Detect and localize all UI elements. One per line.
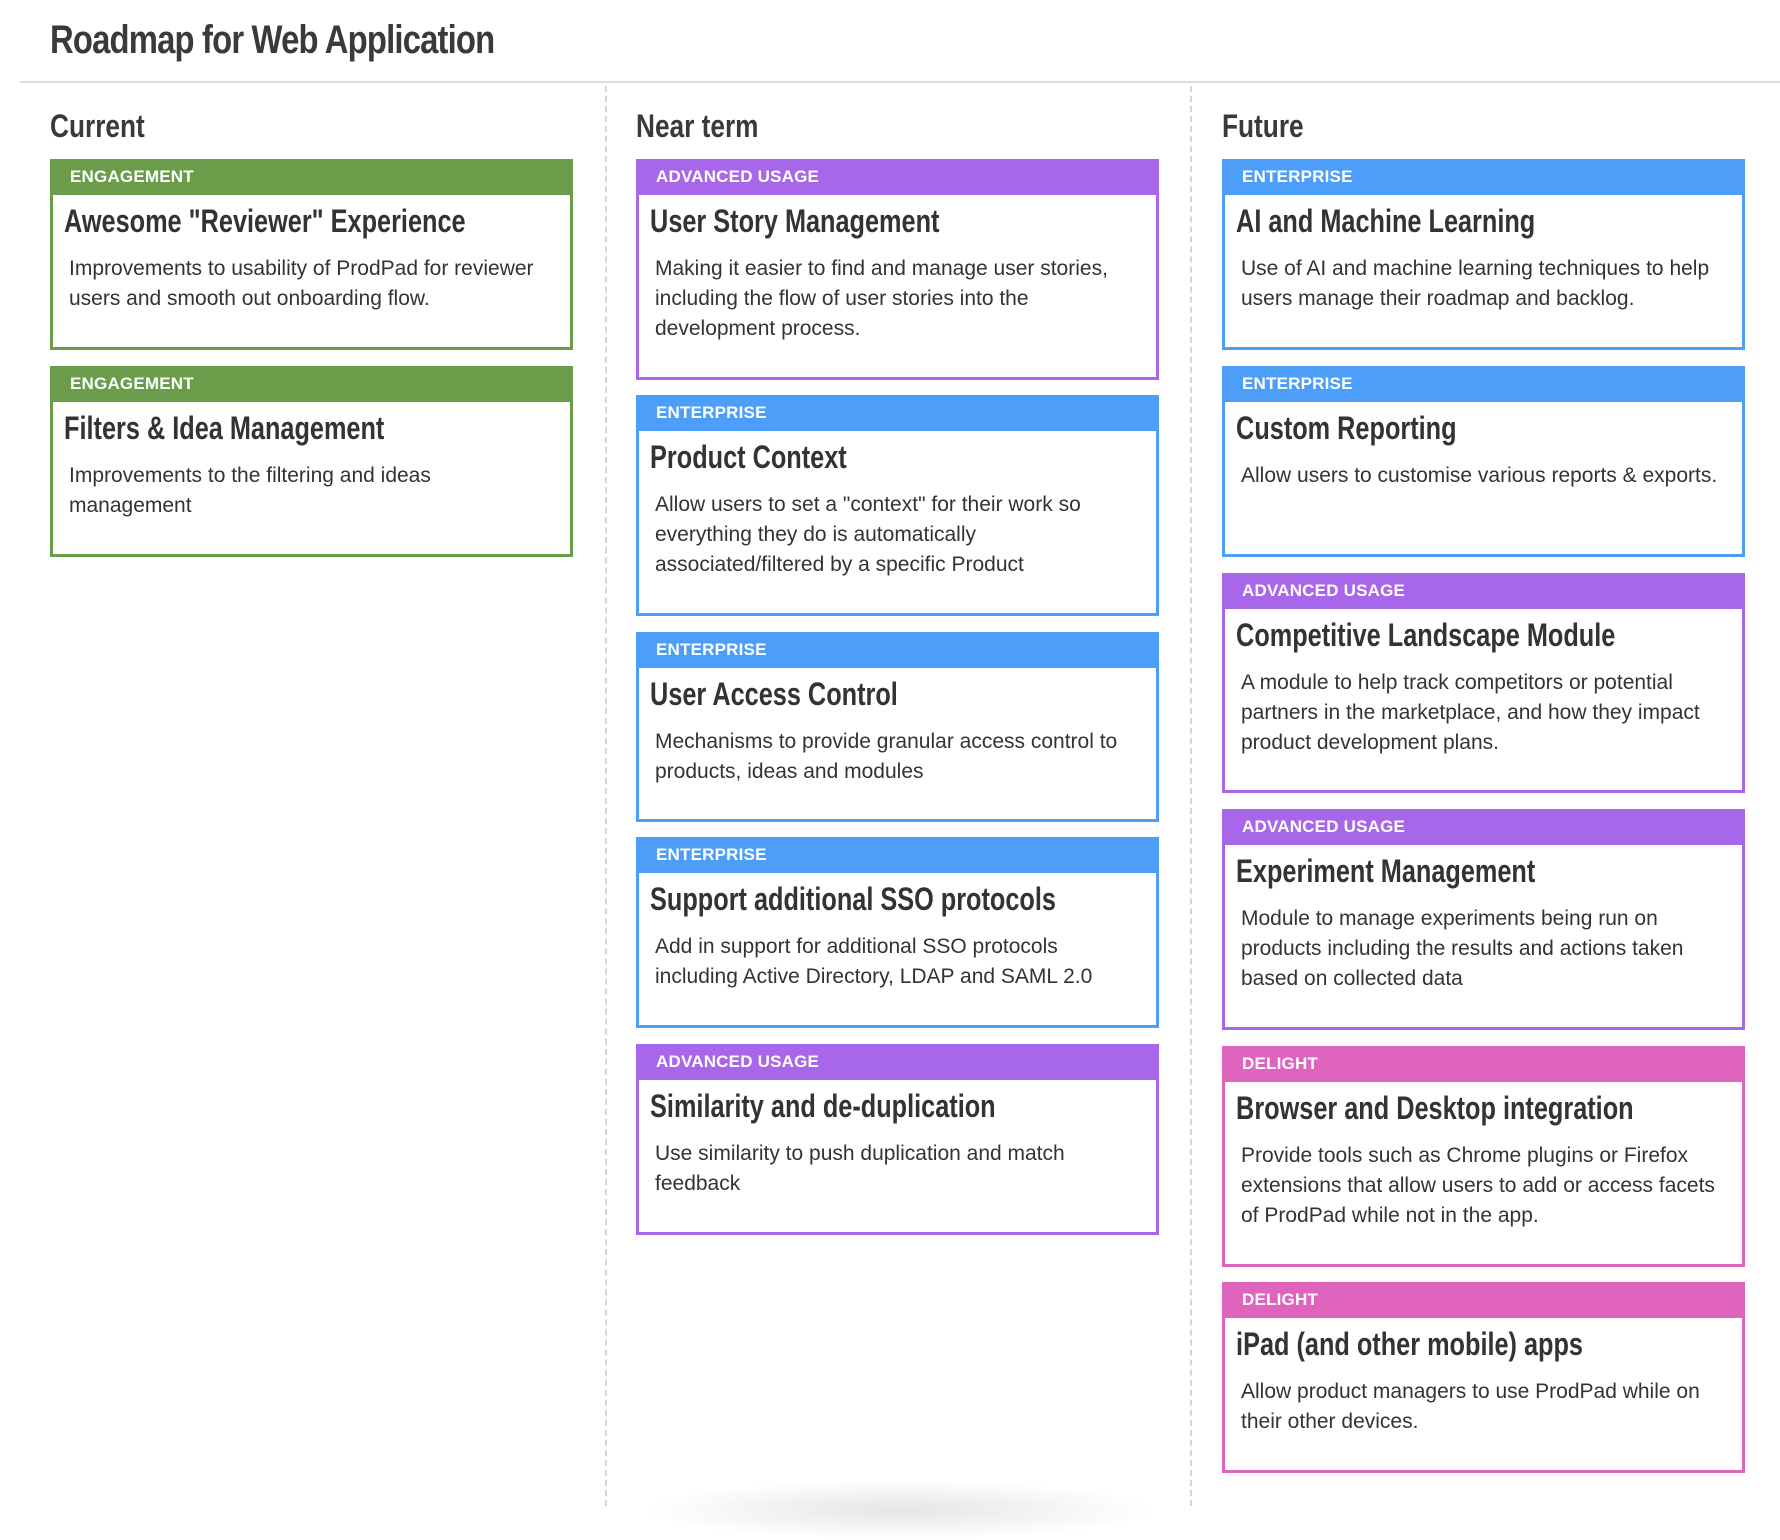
card-description: Making it easier to find and manage user stories, including the flow of user stories into the development process. (655, 257, 1108, 340)
card-title: User Access Control (650, 676, 898, 712)
roadmap-card[interactable] (636, 395, 1159, 616)
page-header (20, 0, 1780, 83)
roadmap-card[interactable] (50, 159, 573, 350)
card-title: Product Context (650, 439, 847, 475)
card-description: Module to manage experiments being run on products including the results and actions taken based on collected data (1241, 907, 1684, 990)
page-title: Roadmap for Web Application (50, 18, 495, 62)
column-divider (605, 86, 607, 1506)
column-divider (1190, 86, 1192, 1506)
card-tag: ADVANCED USAGE (1225, 809, 1742, 845)
column-title: Future (1222, 108, 1304, 144)
card-description: Allow users to customise various reports & exports. (1241, 464, 1718, 487)
roadmap-card[interactable] (636, 1044, 1159, 1235)
roadmap-card[interactable] (636, 632, 1159, 822)
card-tag: ADVANCED USAGE (639, 159, 1156, 195)
card-tag: ENGAGEMENT (53, 159, 570, 195)
card-tag: ENTERPRISE (639, 837, 1156, 873)
roadmap-card[interactable] (636, 159, 1159, 380)
card-description: Provide tools such as Chrome plugins or Firefox extensions that allow users to add or access facets of ProdPad while not in the app. (1241, 1144, 1715, 1227)
card-title: Experiment Management (1236, 853, 1536, 889)
card-tag: ENGAGEMENT (53, 366, 570, 402)
card-tag: ADVANCED USAGE (639, 1044, 1156, 1080)
card-tag: ADVANCED USAGE (1225, 573, 1742, 609)
card-tag: ENTERPRISE (639, 395, 1156, 431)
card-tag: ENTERPRISE (1225, 159, 1742, 195)
card-description: A module to help track competitors or potential partners in the marketplace, and how they impact product development plans. (1241, 671, 1700, 754)
card-description: Add in support for additional SSO protocols including Active Directory, LDAP and SAML 2.0 (655, 935, 1093, 988)
roadmap-card[interactable] (636, 837, 1159, 1028)
card-description: Use similarity to push duplication and match feedback (655, 1142, 1065, 1195)
card-title: User Story Management (650, 203, 940, 239)
card-title: Filters & Idea Management (64, 410, 385, 446)
card-title: Support additional SSO protocols (650, 881, 1056, 917)
roadmap-card[interactable] (50, 366, 573, 557)
roadmap-card[interactable] (1222, 1282, 1745, 1473)
roadmap-card[interactable] (1222, 1046, 1745, 1267)
card-description: Use of AI and machine learning techniques to help users manage their roadmap and backlog. (1241, 257, 1710, 310)
card-description: Improvements to the filtering and ideas management (69, 464, 431, 517)
roadmap-card[interactable] (1222, 366, 1745, 557)
bottom-shadow (640, 1480, 1160, 1540)
card-title: Competitive Landscape Module (1236, 617, 1616, 653)
card-tag: DELIGHT (1225, 1282, 1742, 1318)
card-tag: DELIGHT (1225, 1046, 1742, 1082)
card-title: iPad (and other mobile) apps (1236, 1326, 1583, 1362)
card-description: Improvements to usability of ProdPad for reviewer users and smooth out onboarding flow. (69, 257, 534, 310)
card-description: Allow product managers to use ProdPad while on their other devices. (1241, 1380, 1700, 1433)
column-title: Near term (636, 108, 759, 144)
card-tag: ENTERPRISE (1225, 366, 1742, 402)
card-title: Similarity and de-duplication (650, 1088, 996, 1124)
card-title: Awesome "Reviewer" Experience (64, 203, 466, 239)
roadmap-card[interactable] (1222, 159, 1745, 350)
roadmap-card[interactable] (1222, 573, 1745, 793)
card-title: AI and Machine Learning (1236, 203, 1536, 239)
card-description: Allow users to set a "context" for their work so everything they do is automatically associated/filtered by a specific Product (655, 493, 1081, 576)
card-description: Mechanisms to provide granular access control to products, ideas and modules (655, 730, 1118, 783)
card-title: Custom Reporting (1236, 410, 1457, 446)
card-title: Browser and Desktop integration (1236, 1090, 1634, 1126)
roadmap-card[interactable] (1222, 809, 1745, 1030)
column-title: Current (50, 108, 145, 144)
card-tag: ENTERPRISE (639, 632, 1156, 668)
